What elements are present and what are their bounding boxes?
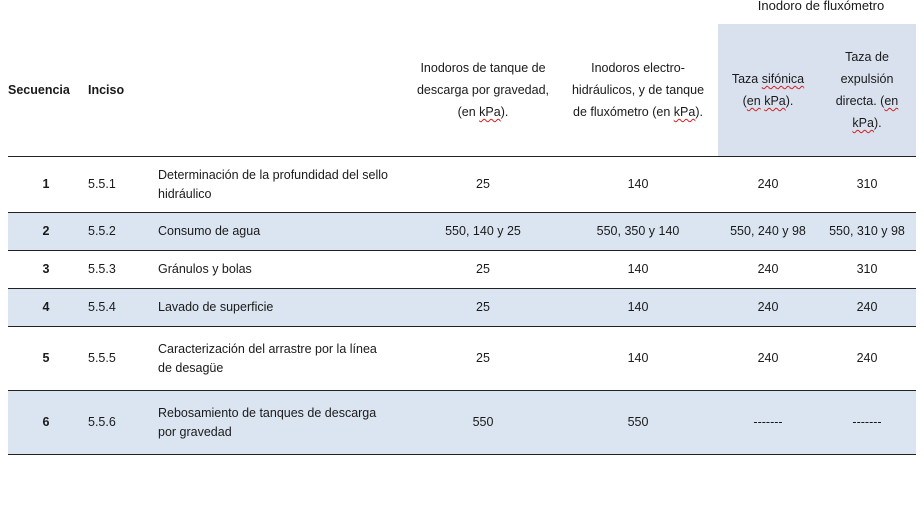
table-body	[8, 157, 916, 455]
cell-gravedad: 25	[476, 351, 490, 365]
header-sifonica	[718, 24, 818, 157]
table-row	[8, 327, 916, 391]
cell-sifonica: -------	[753, 415, 783, 429]
table-top-caption: Inodoro de fluxómetro	[757, 0, 885, 13]
cell-inciso: 5.5.2	[88, 224, 116, 238]
cell-description: Caracterización del arrastre por la línea de desagüe	[158, 341, 377, 375]
header-sifonica-word: sifónica	[761, 72, 805, 86]
header-expulsion-line2: expulsión	[840, 72, 894, 86]
cell-expulsion: 240	[856, 351, 878, 365]
cell-description: Lavado de superficie	[158, 300, 274, 314]
cell-sifonica: 240	[757, 262, 779, 276]
header-secuencia: Secuencia	[8, 83, 70, 97]
cell-description: Gránulos y bolas	[158, 262, 252, 276]
header-gravedad-line1: Inodoros de tanque de	[420, 61, 546, 75]
cell-inciso: 5.5.4	[88, 300, 116, 314]
header-expulsion	[818, 24, 916, 157]
header-sifonica-line1a: Taza	[731, 72, 762, 86]
table-row	[8, 213, 916, 251]
cell-inciso: 5.5.5	[88, 351, 116, 365]
table-row	[8, 289, 916, 327]
header-description	[158, 24, 408, 157]
cell-gravedad: 25	[476, 300, 490, 314]
cell-description: Consumo de agua	[158, 224, 261, 238]
cell-description: Determinación de la profundidad del sello hidráulico	[158, 167, 389, 201]
cell-electro: 140	[627, 262, 649, 276]
cell-secuencia: 2	[42, 224, 50, 238]
header-expulsion-line4b: ).	[873, 116, 882, 130]
cell-sifonica: 550, 240 y 98	[730, 224, 806, 238]
header-gravedad-line2: descarga por gravedad,	[416, 83, 550, 97]
cell-gravedad: 550, 140 y 25	[445, 224, 521, 238]
header-electro-line3a: de fluxómetro (en	[573, 105, 674, 119]
table-row	[8, 251, 916, 289]
cell-electro: 550	[627, 415, 649, 429]
cell-expulsion: 310	[856, 262, 878, 276]
cell-expulsion: 550, 310 y 98	[829, 224, 905, 238]
cell-sifonica: 240	[757, 351, 779, 365]
header-sifonica-kpa: kPa	[764, 94, 786, 108]
cell-inciso: 5.5.3	[88, 262, 116, 276]
cell-electro: 140	[627, 300, 649, 314]
cell-expulsion: 310	[856, 177, 878, 191]
header-gravedad	[408, 24, 558, 157]
header-gravedad-line3a: (en	[457, 105, 480, 119]
header-electro-line3b: ).	[695, 105, 703, 119]
cell-electro: 140	[627, 177, 649, 191]
cell-inciso: 5.5.1	[88, 177, 116, 191]
cell-inciso: 5.5.6	[88, 415, 116, 429]
cell-sifonica: 240	[757, 300, 779, 314]
cell-gravedad: 550	[472, 415, 494, 429]
header-expulsion-en: en	[884, 94, 899, 108]
header-electro-line2: hidráulicos, y de tanque	[571, 83, 705, 97]
header-sifonica-open: (	[742, 94, 747, 108]
header-expulsion-kpa: kPa	[852, 116, 874, 130]
cell-secuencia: 3	[42, 262, 50, 276]
header-gravedad-line3b: ).	[500, 105, 509, 119]
requirements-table	[8, 24, 916, 455]
header-electro	[558, 24, 718, 157]
cell-secuencia: 4	[42, 300, 50, 314]
header-sifonica-close: ).	[785, 94, 794, 108]
header-expulsion-line3a: directa. (	[835, 94, 885, 108]
header-electro-kpa: kPa	[673, 105, 696, 119]
cell-gravedad: 25	[476, 262, 490, 276]
cell-electro: 140	[627, 351, 649, 365]
header-electro-line1: Inodoros electro-	[591, 61, 685, 75]
header-row	[8, 24, 916, 157]
cell-electro: 550, 350 y 140	[596, 224, 680, 238]
header-inciso: Inciso	[88, 83, 125, 97]
cell-secuencia: 1	[42, 177, 50, 191]
cell-description: Rebosamiento de tanques de descarga por gravedad	[158, 405, 377, 439]
table-row	[8, 391, 916, 455]
cell-expulsion: -------	[852, 415, 882, 429]
header-expulsion-line1: Taza de	[845, 50, 889, 64]
table-row	[8, 157, 916, 213]
cell-gravedad: 25	[476, 177, 490, 191]
header-gravedad-kpa: kPa	[479, 105, 501, 119]
cell-secuencia: 5	[42, 351, 50, 365]
cell-secuencia: 6	[42, 415, 50, 429]
cell-expulsion: 240	[856, 300, 878, 314]
header-sifonica-en: en	[746, 94, 761, 108]
cell-sifonica: 240	[757, 177, 779, 191]
table-header	[8, 24, 916, 157]
